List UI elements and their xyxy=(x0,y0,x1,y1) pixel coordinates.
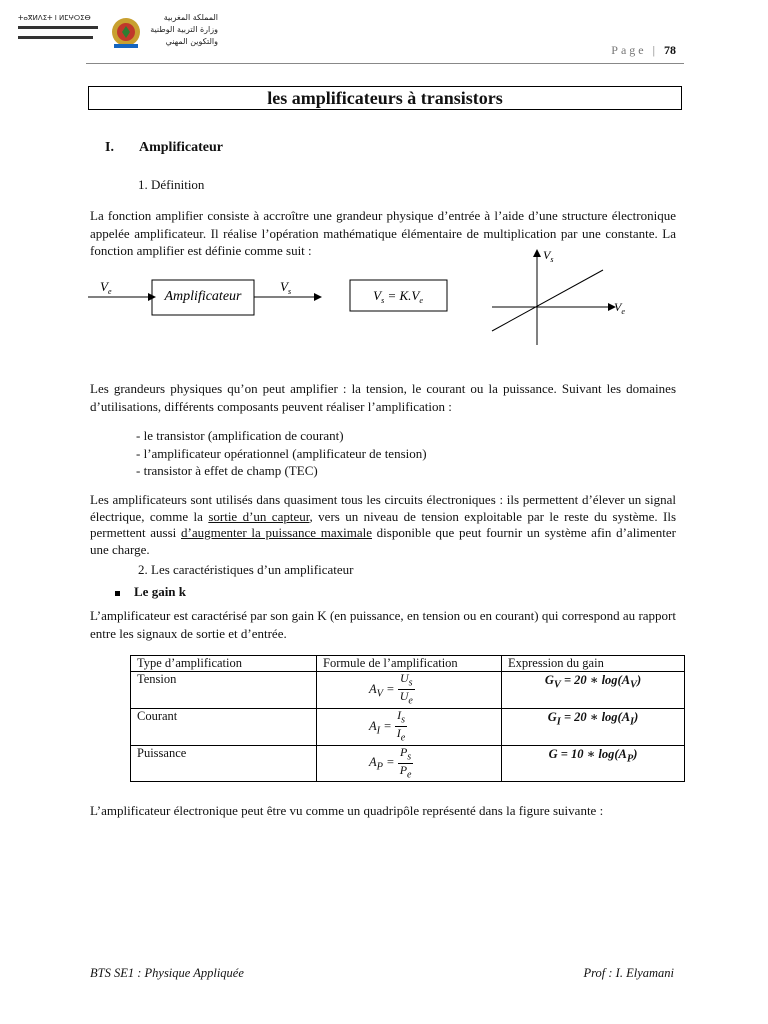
paragraph-usage: Les amplificateurs sont utilisés dans quasiment tous les circuits électroniques : ils permettent d’élever un signal électrique, comme la sortie d’un capteur, vers un niveau de tension exploitable par le reste du système. Ils permettent aussi d’augmenter la puissance maximale disponible que peut fournir un système afin d’alimenter une charge. xyxy=(90,492,677,557)
underlined-power-increase: d’augmenter la puissance maximale xyxy=(181,525,372,540)
bullet-square-icon xyxy=(115,591,120,596)
page-number-value: 78 xyxy=(664,43,676,57)
header-divider xyxy=(86,63,684,64)
table-cell-formula: $A_V$ = $\frac{U_s}{U_e}$ xyxy=(317,672,502,709)
input-label-ve: $V_e$ xyxy=(100,279,112,296)
logo-tifinagh-1: ⵜⴰⴳⵍⴷⵉⵜ ⵏ ⵍⵎⵖⵔⵉⴱ xyxy=(18,14,91,22)
paragraph-definition: La fonction amplifier consiste à accroître une grandeur physique d’entrée à l’aide d’une structure électronique appelée amplificateur. Il réalise l’opération mathématique élémentaire de multiplication par une constante. La fonction amplifier est définie comme suit : xyxy=(90,208,676,258)
table-cell-gain: $G_V = 20$ ∗ $\log(A_V)$ xyxy=(502,672,685,709)
table-cell-formula: $A_P$ = $\frac{P_s}{P_e}$ xyxy=(317,745,502,782)
list-item: - l’amplificateur opérationnel (amplificateur de tension) xyxy=(136,445,427,461)
page-number: Page | 78 xyxy=(611,43,676,57)
page-title: les amplificateurs à transistors xyxy=(88,86,682,110)
component-list xyxy=(136,427,427,480)
section-label: Amplificateur xyxy=(139,140,223,155)
table-cell-gain: G = 10 ∗ $\log(A_P)$ xyxy=(502,745,685,782)
input-arrow xyxy=(88,293,156,301)
footer-author: Prof : I. Elyamani xyxy=(583,966,674,980)
footer-course: BTS SE1 : Physique Appliquée xyxy=(90,966,244,980)
table-header: Formule de l’amplification xyxy=(317,656,502,672)
graph-axis-vs: $V_s$ xyxy=(543,248,554,264)
subsection-definition: 1. Définition xyxy=(138,177,205,192)
output-label-vs: $V_s$ xyxy=(280,279,292,296)
gain-formula: $V_s = K.V_e$ xyxy=(373,288,423,305)
amplifier-block-label: Amplificateur xyxy=(164,289,242,304)
table-cell-type: Puissance xyxy=(131,745,317,782)
table-cell-gain: $G_I = 20$ ∗ $\log(A_I)$ xyxy=(502,708,685,745)
table-header: Type d’amplification xyxy=(131,656,317,672)
table-row xyxy=(131,745,685,782)
list-item: - transistor à effet de champ (TEC) xyxy=(136,463,318,478)
logo-arabic-3: والتكوين المهني xyxy=(165,37,218,46)
table-row xyxy=(131,672,685,709)
table-header-row xyxy=(131,656,685,672)
paragraph-quantities: Les grandeurs physiques qu’on peut amplifier : la tension, le courant ou la puissance. Suivant les domaines d’utilisations, différents composants peuvent réaliser l’amplification : xyxy=(90,381,676,414)
section-number: I. xyxy=(105,140,114,155)
paragraph-gain: L’amplificateur est caractérisé par son gain K (en puissance, en tension ou en courant) qui correspond au rapport entre les signaux de sortie et d’entrée. xyxy=(90,608,676,641)
transfer-graph xyxy=(492,248,625,345)
table-cell-type: Courant xyxy=(131,708,317,745)
underlined-sensor-output: sortie d’un capteur xyxy=(208,508,310,524)
subsection-characteristics: 2. Les caractéristiques d’un amplificateur xyxy=(138,562,354,577)
logo-arabic-1: المملكة المغربية xyxy=(163,13,218,22)
table-cell-type: Tension xyxy=(131,672,317,709)
amplifier-diagram xyxy=(80,243,640,358)
section-heading xyxy=(105,140,223,156)
paragraph-quadripole: L’amplificateur électronique peut être vu comme un quadripôle représenté dans la figure suivante : xyxy=(90,803,604,818)
ministry-logo xyxy=(18,10,248,56)
page-label: Page xyxy=(611,43,647,57)
logo-arabic-2: وزارة التربية الوطنية xyxy=(150,25,218,34)
list-item: - le transistor (amplification de courant) xyxy=(136,428,344,443)
bullet-gain: Le gain k xyxy=(115,584,186,600)
table-header: Expression du gain xyxy=(502,656,685,672)
table-row xyxy=(131,708,685,745)
coat-of-arms-icon xyxy=(112,18,140,48)
table-cell-formula: $A_I$ = $\frac{I_s}{I_e}$ xyxy=(317,708,502,745)
gain-table xyxy=(130,655,685,782)
graph-axis-ve: $V_e$ xyxy=(614,300,625,316)
